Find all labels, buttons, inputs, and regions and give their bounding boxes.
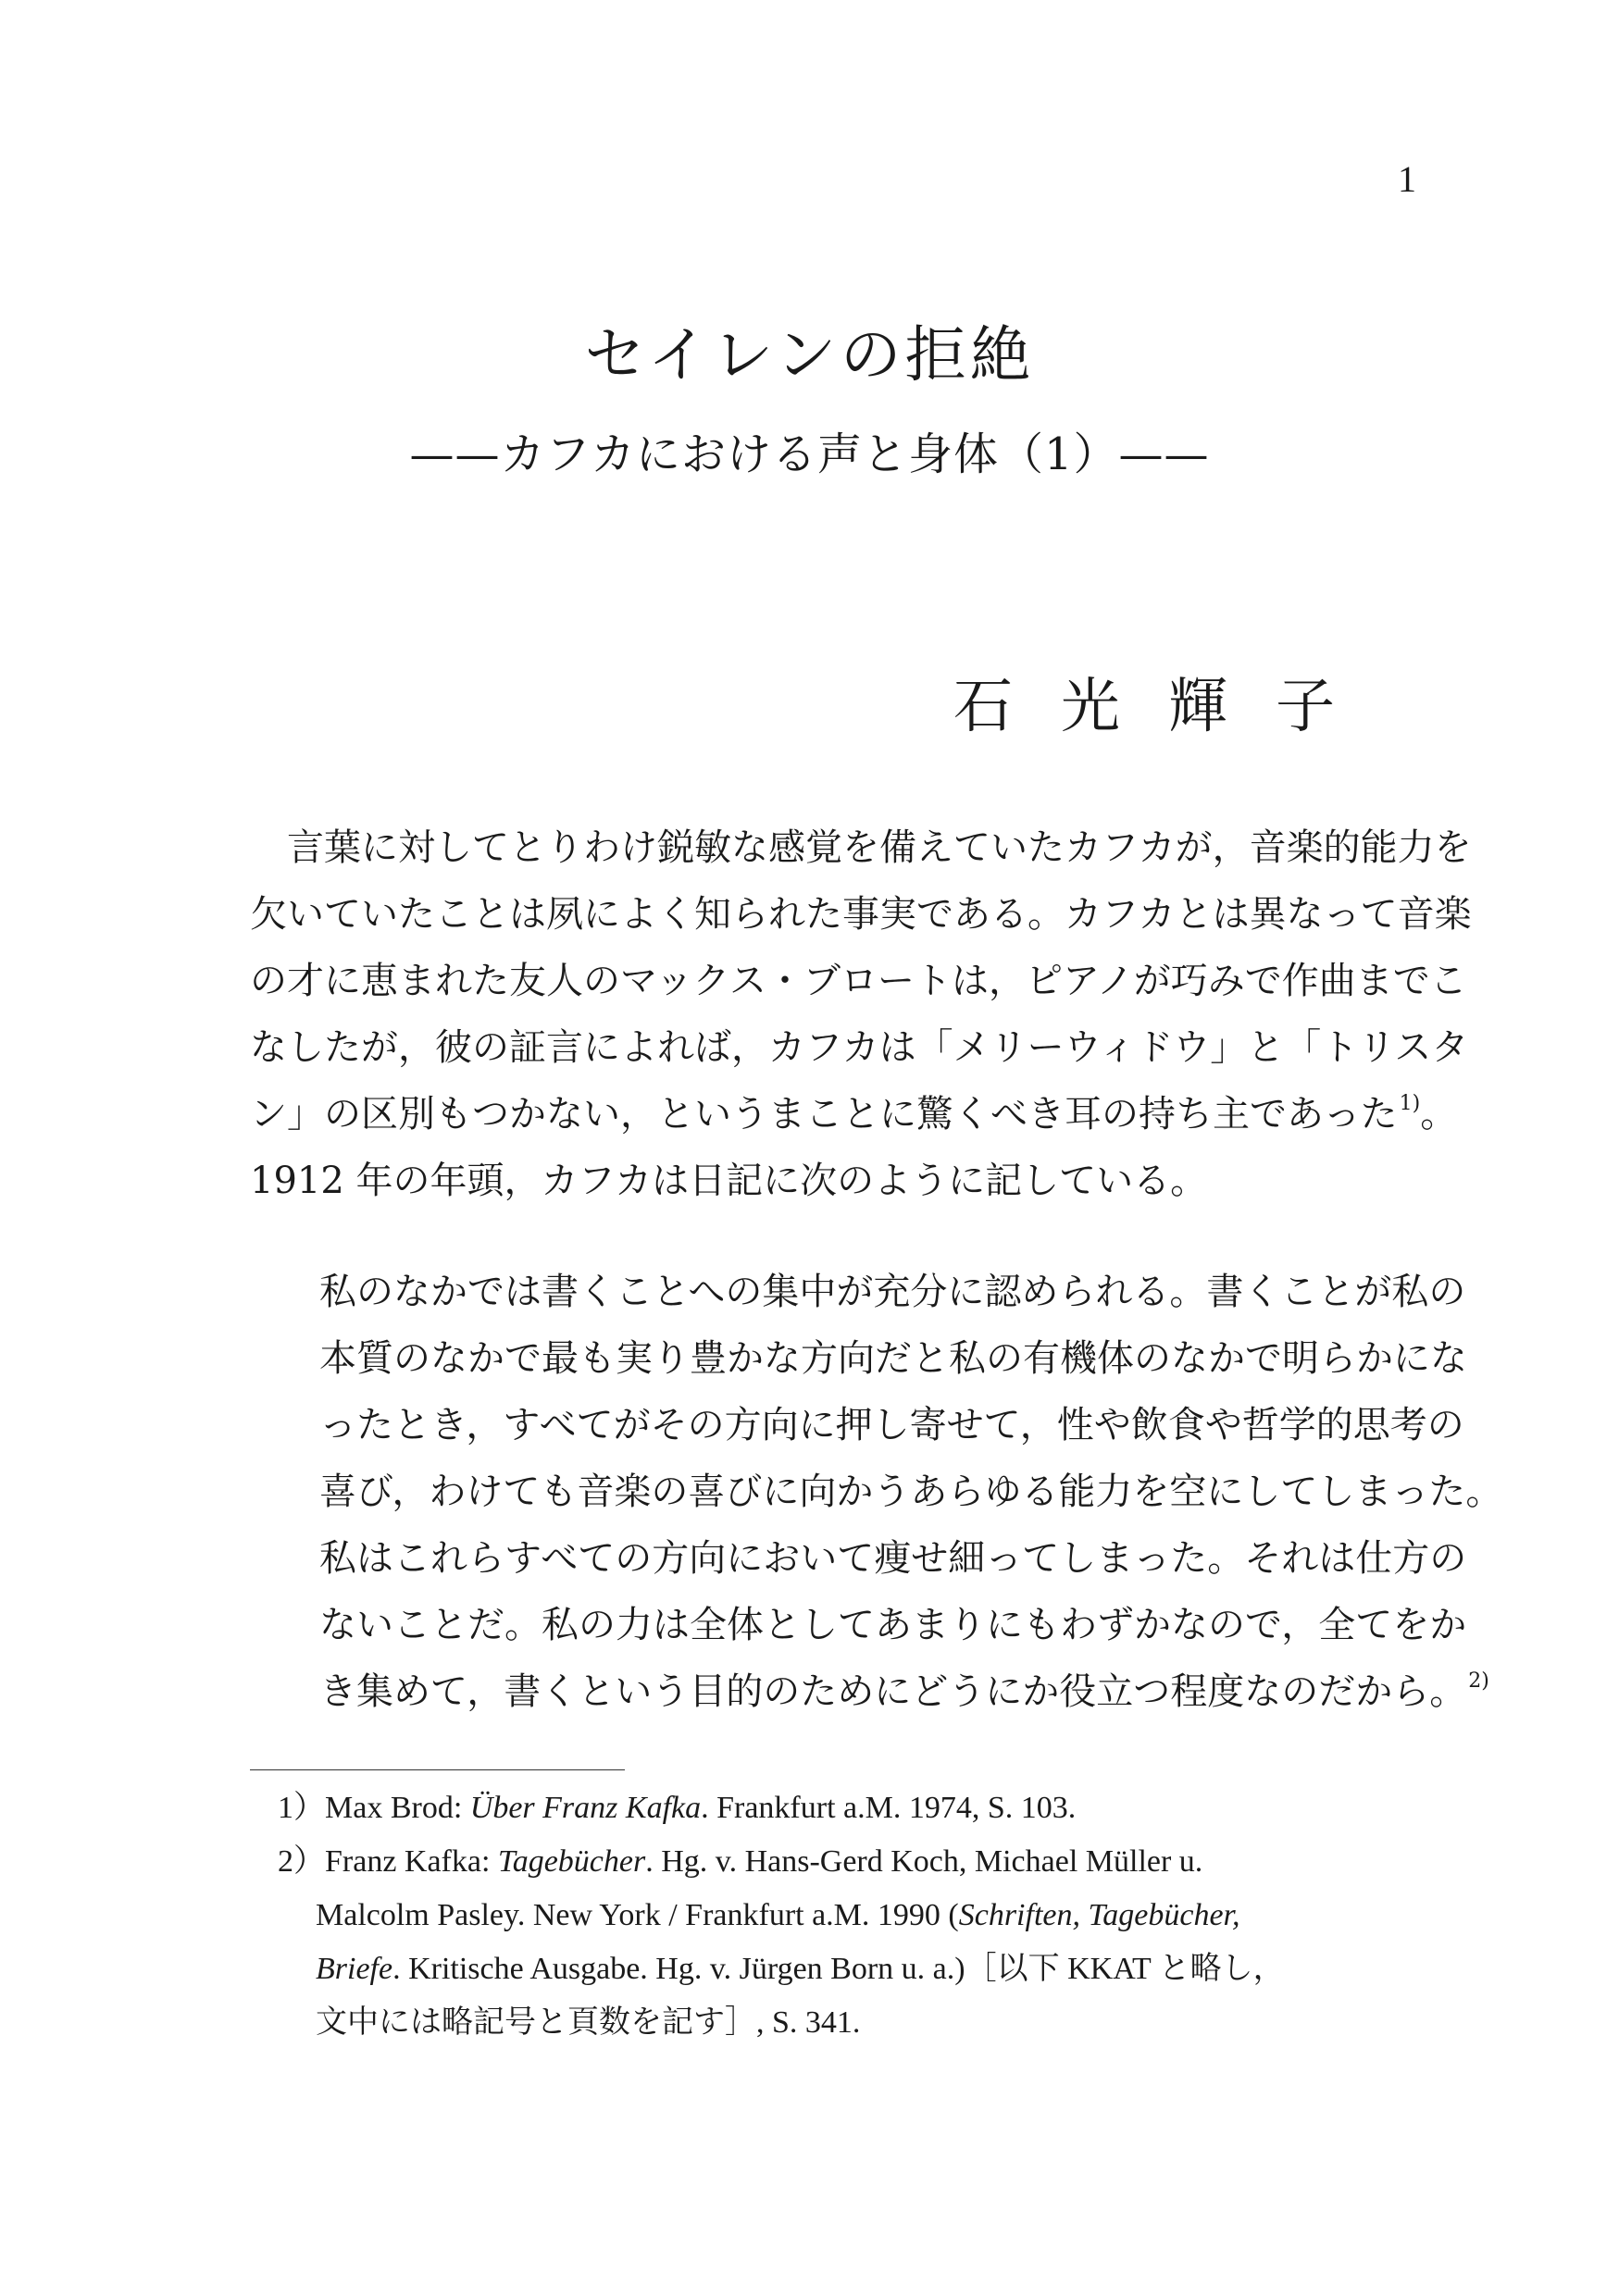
body-paragraph [250, 814, 1472, 1214]
block-quotation [319, 1259, 1503, 1725]
page-number: 1 [1398, 158, 1416, 200]
quote-line: 喜び，わけても音楽の喜びに向かうあらゆる能力を空にしてしまった。 [319, 1471, 1503, 1513]
body-line: 言葉に対してとりわけ鋭敏な感覚を備えていたカフカが，音楽的能力を [287, 826, 1472, 869]
body-line-tail: 。 [1420, 1093, 1458, 1136]
article-title: セイレンの拒絶 [584, 319, 1035, 391]
footnote-divider [250, 1769, 625, 1770]
author-name: 石光輝子 [953, 673, 1383, 741]
series-title: Schriften, Tagebücher, [958, 1898, 1240, 1932]
quote-line: 本質のなかで最も実り豊かな方向だと私の有機体のなかで明らかにな [319, 1337, 1467, 1380]
footnote-2-continuation: 文中には略記号と頁数を記す］, S. 341. [316, 2005, 861, 2040]
article-subtitle: ——カフカにおける声と身体（1）—— [409, 428, 1210, 480]
footnote-ref-2[interactable]: 2) [1468, 1669, 1489, 1693]
footnote-2-continuation: Briefe. Kritische Ausgabe. Hg. v. Jürgen Born u. a.)［以下 KKAT と略し， [316, 1952, 1285, 1986]
quote-line-with-footnote-ref [319, 1658, 1489, 1725]
quote-line: ないことだ。私の力は全体としてあまりにもわずかなので，全てをか [319, 1604, 1467, 1646]
book-title: Über Franz Kafka [469, 1791, 702, 1825]
quote-line: 私はこれらすべての方向において痩せ細ってしまった。それは仕方の [319, 1537, 1467, 1580]
footnotes [278, 1781, 1426, 2050]
quote-line-text: き集めて，書くという目的のためにどうにか役立つ程度なのだから。 [319, 1670, 1467, 1713]
footnote-marker: 1） [278, 1791, 325, 1825]
footnote-ref-1[interactable]: 1) [1399, 1092, 1421, 1115]
footnote-2: 2）Franz Kafka: Tagebücher. Hg. v. Hans-Gerd Koch, Michael Müller u. [278, 1844, 1203, 1879]
body-line: の才に恵まれた友人のマックス・ブロートは，ピアノが巧みで作曲までこ [250, 960, 1467, 1002]
book-title: Tagebücher [497, 1844, 646, 1879]
quote-line: ったとき，すべてがその方向に押し寄せて，性や飲食や哲学的思考の [319, 1404, 1464, 1446]
footnote-marker: 2） [278, 1844, 325, 1879]
body-line-text: ン」の区別もつかない，というまことに驚くべき耳の持ち主であった [250, 1093, 1398, 1136]
series-title: Briefe [316, 1952, 393, 1986]
footnote-1: 1）Max Brod: Über Franz Kafka. Frankfurt a.M. 1974, S. 103. [278, 1791, 1077, 1825]
body-line: 1912 年の年頭，カフカは日記に次のように記している。 [250, 1160, 1208, 1202]
body-line-with-footnote-ref [250, 1081, 1458, 1148]
quote-line: 私のなかでは書くことへの集中が充分に認められる。書くことが私の [319, 1271, 1466, 1313]
body-line: 欠いていたことは夙によく知られた事実である。カフカとは異なって音楽 [250, 893, 1472, 936]
footnote-2-continuation: Malcolm Pasley. New York / Frankfurt a.M. 1990 (Schriften, Tagebücher, [316, 1898, 1240, 1932]
body-line: なしたが，彼の証言によれば，カフカは「メリーウィドウ」と「トリスタ [250, 1026, 1469, 1069]
